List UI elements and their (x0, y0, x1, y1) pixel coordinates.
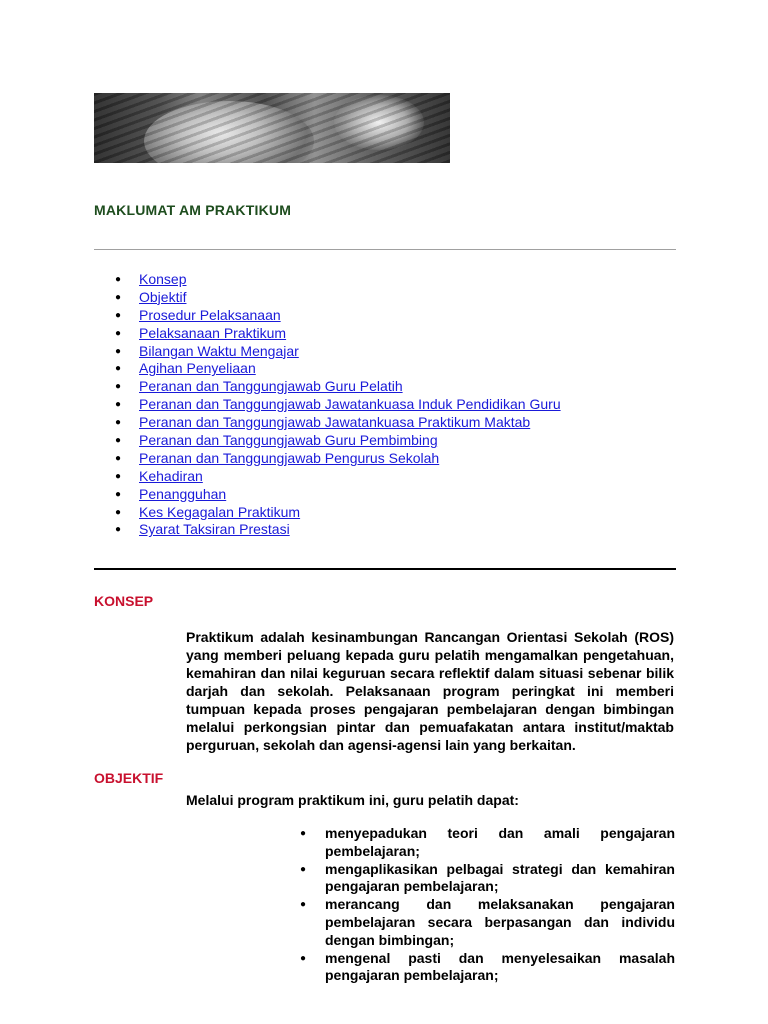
toc-item (112, 360, 561, 378)
bullet-icon: ● (115, 524, 122, 536)
page-title: MAKLUMAT AM PRAKTIKUM (94, 202, 292, 218)
toc-link-pelaksanaan-praktikum[interactable]: Pelaksanaan Praktikum (139, 324, 287, 341)
toc-item (112, 450, 561, 468)
toc-link-jawatankuasa-maktab[interactable]: Peranan dan Tanggungjawab Jawatankuasa Praktikum Maktab (139, 414, 531, 431)
toc-link-bilangan-waktu[interactable]: Bilangan Waktu Mengajar (139, 342, 299, 359)
toc-link-objektif[interactable]: Objektif (139, 288, 187, 305)
bullet-icon: ● (115, 506, 122, 518)
bullet-icon: ● (115, 470, 122, 482)
toc-item (112, 486, 561, 504)
toc-link-kehadiran[interactable]: Kehadiran (139, 467, 203, 484)
objektif-item-text: merancang dan melaksanakan pengajaran pembelajaran secara berpasangan dan individu dengan bimbingan; (325, 896, 675, 948)
toc-link-guru-pelatih[interactable]: Peranan dan Tanggungjawab Guru Pelatih (139, 378, 403, 395)
toc-item (112, 289, 561, 307)
top-divider (94, 249, 676, 250)
toc-link-jawatankuasa-induk[interactable]: Peranan dan Tanggungjawab Jawatankuasa Induk Pendidikan Guru (139, 396, 561, 413)
bullet-icon: ● (115, 363, 122, 375)
objektif-heading: OBJEKTIF (94, 770, 164, 786)
toc-link-konsep[interactable]: Konsep (139, 271, 187, 287)
toc-link-kes-kegagalan[interactable]: Kes Kegagalan Praktikum (139, 503, 301, 520)
bullet-icon: ● (300, 863, 307, 875)
bullet-icon: ● (115, 399, 122, 411)
bullet-icon: ● (115, 381, 122, 393)
bullet-icon: ● (115, 309, 122, 321)
objektif-intro: Melalui program praktikum ini, guru pelatih dapat: (186, 792, 519, 808)
toc-item (112, 343, 561, 361)
toc-link-penangguhan[interactable]: Penangguhan (139, 485, 227, 502)
toc-link-guru-pembimbing[interactable]: Peranan dan Tanggungjawab Guru Pembimbing (139, 432, 438, 449)
toc-item (112, 414, 561, 432)
toc-link-agihan-penyeliaan[interactable]: Agihan Penyeliaan (139, 360, 256, 377)
list-item (296, 825, 675, 861)
toc-link-pengurus-sekolah[interactable]: Peranan dan Tanggungjawab Pengurus Sekolah (139, 449, 440, 466)
bullet-icon: ● (300, 899, 307, 911)
header-photo (94, 93, 450, 163)
bullet-icon: ● (115, 274, 122, 285)
toc-item (112, 468, 561, 486)
bullet-icon: ● (115, 327, 122, 339)
toc-item (112, 521, 561, 539)
toc-item (112, 325, 561, 343)
konsep-heading: KONSEP (94, 593, 154, 609)
list-item (296, 896, 675, 949)
objektif-item-text: menyepadukan teori dan amali pengajaran pembelajaran; (325, 825, 675, 859)
bullet-icon: ● (115, 291, 122, 303)
bullet-icon: ● (115, 345, 122, 357)
objektif-list (296, 825, 675, 985)
section-divider (94, 568, 676, 570)
bullet-icon: ● (115, 488, 122, 500)
konsep-paragraph: Praktikum adalah kesinambungan Rancangan Orientasi Sekolah (ROS) yang memberi peluang kepada guru pelatih mengamalkan pengetahuan, kemahiran dan nilai keguruan secara reflektif dalam situasi sebenar bilik darjah dan sekolah. Pelaksanaan program peringkat ini memberi tumpuan kepada proses pengajaran pembelajaran dengan bimbingan melalui perkongsian pintar dan pemuafakatan antara institut/maktab perguruan, sekolah dan agensi-agensi lain yang berkaitan. (186, 629, 674, 753)
toc-item (112, 307, 561, 325)
toc-item (112, 396, 561, 414)
toc-item (112, 432, 561, 450)
table-of-contents (112, 271, 561, 539)
objektif-item-text: mengaplikasikan pelbagai strategi dan kemahiran pengajaran pembelajaran; (325, 860, 675, 895)
toc-item (112, 378, 561, 396)
bullet-icon: ● (115, 417, 122, 429)
list-item (296, 950, 675, 986)
bullet-icon: ● (115, 435, 122, 447)
bullet-icon: ● (115, 452, 122, 464)
toc-link-prosedur-pelaksanaan[interactable]: Prosedur Pelaksanaan (139, 306, 281, 323)
bullet-icon: ● (300, 952, 307, 964)
toc-item (112, 504, 561, 522)
list-item (296, 861, 675, 897)
toc-link-syarat-taksiran[interactable]: Syarat Taksiran Prestasi (139, 521, 290, 538)
objektif-item-text: mengenal pasti dan menyelesaikan masalah pengajaran pembelajaran; (325, 949, 675, 984)
bullet-icon: ● (300, 828, 307, 839)
toc-item (112, 271, 561, 289)
